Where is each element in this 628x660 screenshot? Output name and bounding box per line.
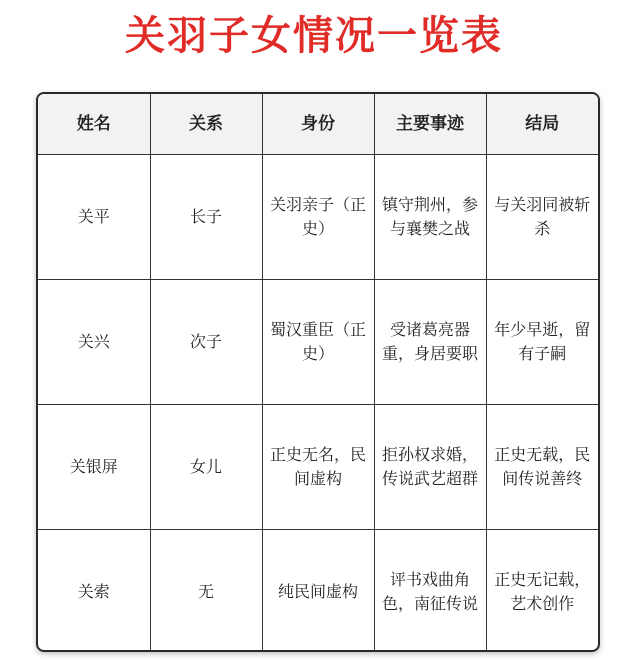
cell-ending: 与关羽同被斩杀 bbox=[486, 155, 598, 280]
cell-ending: 正史无记载，艺术创作 bbox=[486, 530, 598, 653]
cell-relation: 长子 bbox=[150, 155, 262, 280]
table-row bbox=[38, 530, 598, 653]
cell-identity: 蜀汉重臣（正史） bbox=[262, 280, 374, 405]
header-name: 姓名 bbox=[38, 94, 150, 155]
cell-name: 关索 bbox=[38, 530, 150, 653]
cell-relation: 无 bbox=[150, 530, 262, 653]
header-relation: 关系 bbox=[150, 94, 262, 155]
cell-ending: 年少早逝，留有子嗣 bbox=[486, 280, 598, 405]
table-header-row bbox=[38, 94, 598, 155]
page-title: 关羽子女情况一览表 bbox=[125, 13, 503, 59]
cell-identity: 关羽亲子（正史） bbox=[262, 155, 374, 280]
children-table bbox=[36, 92, 600, 652]
cell-name: 关银屏 bbox=[38, 405, 150, 530]
cell-relation: 女儿 bbox=[150, 405, 262, 530]
header-deeds: 主要事迹 bbox=[374, 94, 486, 155]
header-ending: 结局 bbox=[486, 94, 598, 155]
cell-identity: 纯民间虚构 bbox=[262, 530, 374, 653]
table-row bbox=[38, 280, 598, 405]
header-identity: 身份 bbox=[262, 94, 374, 155]
cell-deeds: 受诸葛亮器重，身居要职 bbox=[374, 280, 486, 405]
cell-deeds: 镇守荆州，参与襄樊之战 bbox=[374, 155, 486, 280]
cell-relation: 次子 bbox=[150, 280, 262, 405]
cell-name: 关平 bbox=[38, 155, 150, 280]
table-row bbox=[38, 405, 598, 530]
cell-deeds: 评书戏曲角色，南征传说 bbox=[374, 530, 486, 653]
table-row bbox=[38, 155, 598, 280]
cell-name: 关兴 bbox=[38, 280, 150, 405]
cell-ending: 正史无载，民间传说善终 bbox=[486, 405, 598, 530]
cell-identity: 正史无名，民间虚构 bbox=[262, 405, 374, 530]
cell-deeds: 拒孙权求婚，传说武艺超群 bbox=[374, 405, 486, 530]
